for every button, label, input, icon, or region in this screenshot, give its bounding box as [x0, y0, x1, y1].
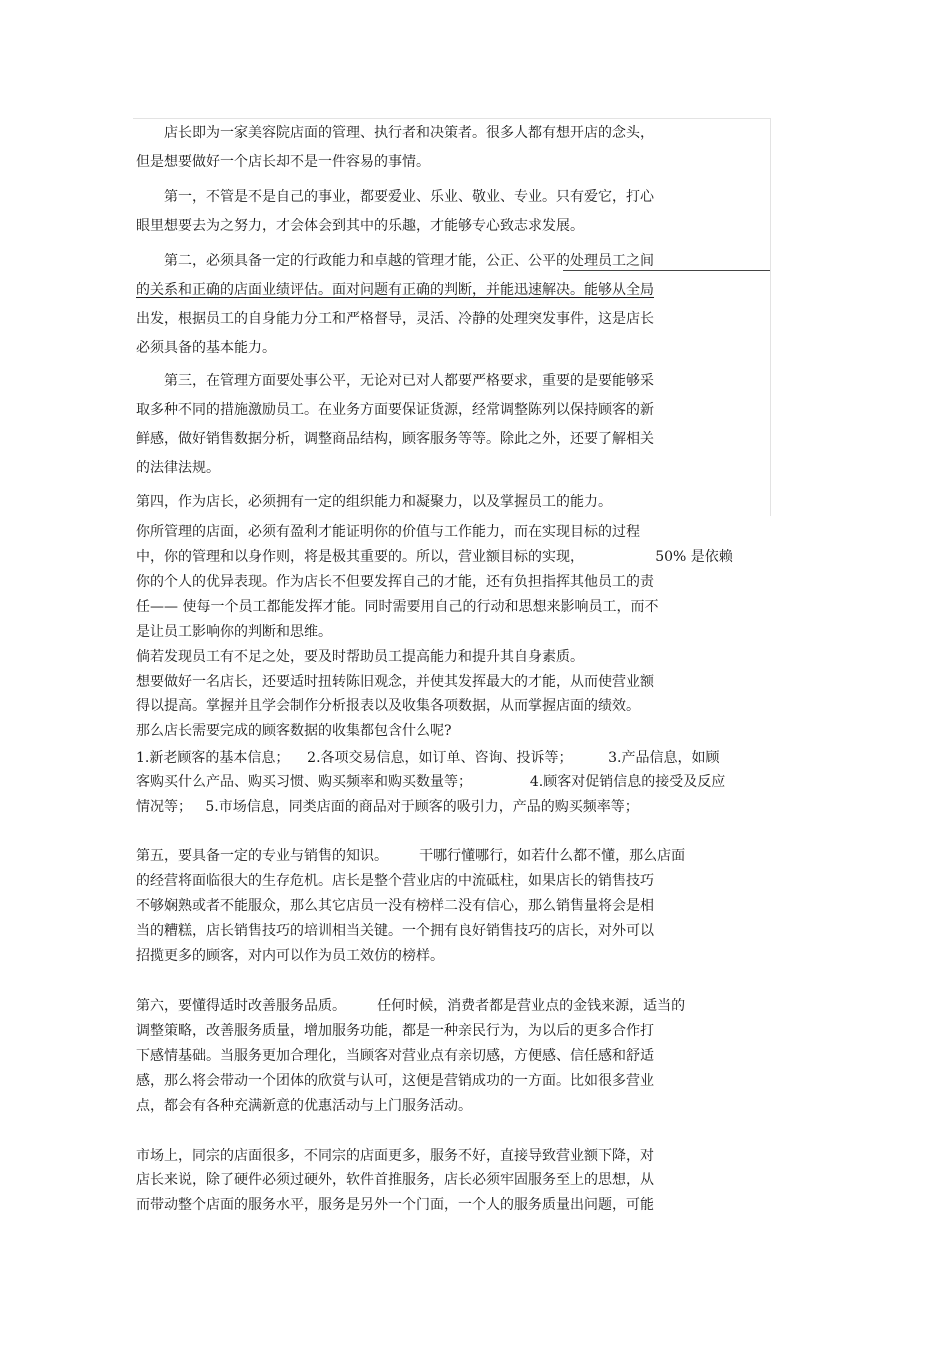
text-line: 第二，必须具备一定的行政能力和卓越的管理才能，公正、公平的处理员工之间: [136, 253, 654, 269]
text-line: 必须具备的基本能力。: [136, 340, 276, 356]
text-line: 想要做好一名店长，还要适时扭转陈旧观念，并使其发挥最大的才能，从而使营业额: [136, 674, 654, 690]
text-line: 当的糟糕，店长销售技巧的培训相当关键。一个拥有良好销售技巧的店长，对外可以: [136, 923, 654, 939]
text-line: 下感情基础。当服务更加合理化，当顾客对营业点有亲切感，方便感、信任感和舒适: [136, 1048, 654, 1064]
text-line: 而带动整个店面的服务水平，服务是另外一个门面，一个人的服务质量出问题，可能: [136, 1197, 654, 1213]
text-line: 客购买什么产品、购买习惯、购买频率和购买数量等； 4.顾客对促销信息的接受及反应: [136, 774, 726, 790]
text-line: 的关系和正确的店面业绩评估。面对问题有正确的判断，并能迅速解决。能够从全局: [136, 282, 654, 298]
text-line: 点，都会有各种充满新意的优惠活动与上门服务活动。: [136, 1098, 472, 1114]
page-frame-right: [770, 118, 771, 516]
text-line: 第一，不管是不是自己的事业，都要爱业、乐业、敬业、专业。只有爱它，打心: [136, 189, 654, 205]
text-line: 眼里想要去为之努力，才会体会到其中的乐趣，才能够专心致志求发展。: [136, 218, 584, 234]
text-line: 那么店长需要完成的顾客数据的收集都包含什么呢?: [136, 723, 452, 739]
text-line: 任—— 使每一个员工都能发挥才能。同时需要用自己的行动和思想来影响员工，而不: [136, 599, 659, 615]
text-line: 第四，作为店长，必须拥有一定的组织能力和凝聚力，以及掌握员工的能力。: [136, 494, 612, 510]
page-frame-top: [133, 118, 771, 119]
text-line: 不够娴熟或者不能服众，那么其它店员一没有榜样二没有信心，那么销售量将会是相: [136, 898, 654, 914]
text-line: 鲜感，做好销售数据分析，调整商品结构，顾客服务等等。除此之外，还要了解相关: [136, 431, 654, 447]
text-line: 的经营将面临很大的生存危机。店长是整个营业店的中流砥柱，如果店长的销售技巧: [136, 873, 654, 889]
text-line: 店长来说，除了硬件必须过硬外，软件首推服务，店长必须牢固服务至上的思想，从: [136, 1172, 654, 1188]
text-line: 得以提高。掌握并且学会制作分析报表以及收集各项数据，从而掌握店面的绩效。: [136, 698, 640, 714]
text-line: 出发，根据员工的自身能力分工和严格督导，灵活、冷静的处理突发事件，这是店长: [136, 311, 654, 327]
text-line: 第五，要具备一定的专业与销售的知识。 干哪行懂哪行，如若什么都不懂，那么店面: [136, 848, 686, 864]
text-line: 你所管理的店面，必须有盈利才能证明你的价值与工作能力，而在实现目标的过程: [136, 524, 640, 540]
text-line: 感，那么将会带动一个团体的欣赏与认可，这便是营销成功的一方面。比如很多营业: [136, 1073, 654, 1089]
text-line: 是让员工影响你的判断和思维。: [136, 624, 332, 640]
text-line: 调整策略，改善服务质量，增加服务功能，都是一种亲民行为，为以后的更多合作打: [136, 1023, 654, 1039]
text-line: 市场上，同宗的店面很多，不同宗的店面更多，服务不好，直接导致营业额下降，对: [136, 1148, 654, 1164]
text-line: 情况等； 5.市场信息，同类店面的商品对于顾客的吸引力，产品的购买频率等；: [136, 799, 639, 815]
text-line: 店长即为一家美容院店面的管理、执行者和决策者。很多人都有想开店的念头，: [136, 125, 654, 141]
text-line: 你的个人的优异表现。作为店长不但要发挥自己的才能，还有负担指挥其他员工的责: [136, 574, 654, 590]
text-line: 1.新老顾客的基本信息； 2.各项交易信息，如订单、咨询、投诉等； 3.产品信息，如顾: [136, 750, 720, 766]
text-line: 的法律法规。: [136, 460, 220, 476]
text-line: 中，你的管理和以身作则，将是极其重要的。所以，营业额目标的实现， 50% 是依赖: [136, 549, 733, 565]
text-line: 招揽更多的顾客，对内可以作为员工效仿的榜样。: [136, 948, 444, 964]
text-line: 第六，要懂得适时改善服务品质。 任何时候，消费者都是营业点的金钱来源，适当的: [136, 998, 686, 1014]
text-line: 倘若发现员工有不足之处，要及时帮助员工提高能力和提升其自身素质。: [136, 649, 584, 665]
text-line: 但是想要做好一个店长却不是一件容易的事情。: [136, 154, 430, 170]
text-line: 取多种不同的措施激励员工。在业务方面要保证货源，经常调整陈列以保持顾客的新: [136, 402, 654, 418]
text-line: 第三，在管理方面要处事公平，无论对已对人都要严格要求，重要的是要能够采: [136, 373, 654, 389]
